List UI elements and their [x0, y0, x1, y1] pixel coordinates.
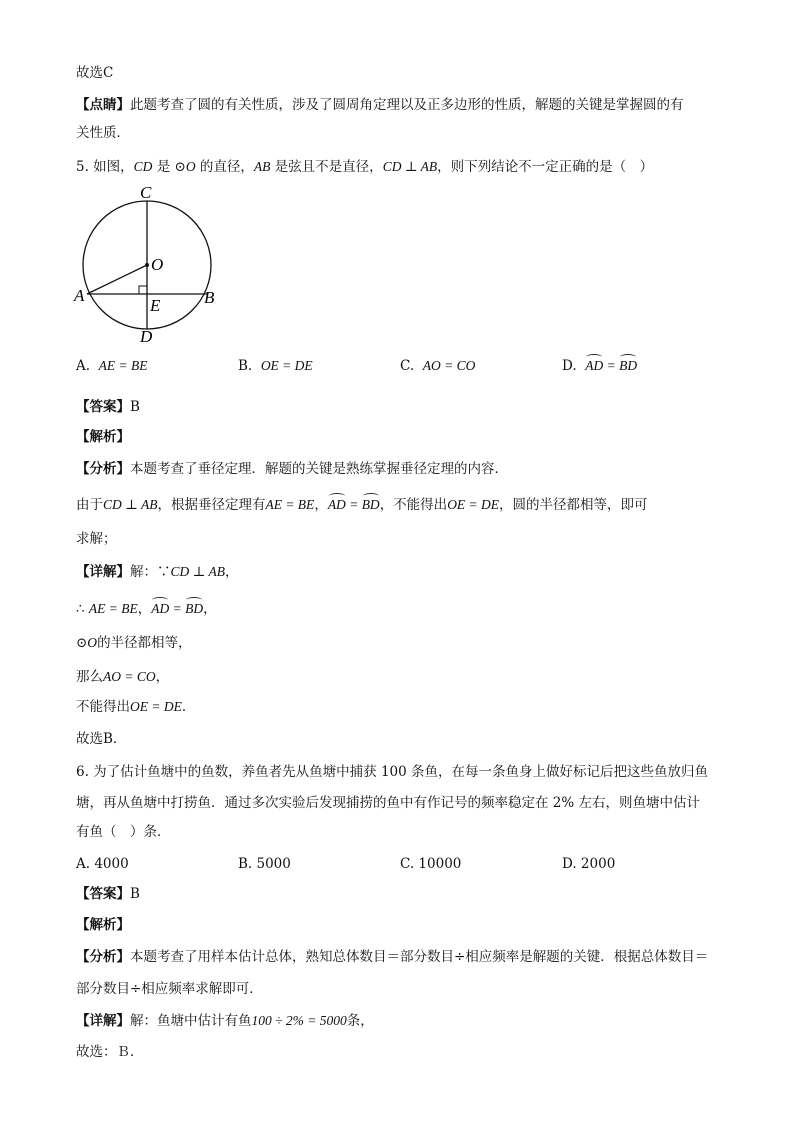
option-letter: A. — [76, 358, 91, 374]
comment-tag: 【点睛】 — [76, 97, 130, 113]
label-a: A — [74, 286, 85, 305]
analysis-tag: 【解析】 — [76, 429, 130, 445]
q5-text: 的直径， — [195, 159, 254, 175]
label-e: E — [150, 296, 161, 315]
option-letter: B. — [238, 358, 253, 374]
q5-cd: CD — [133, 159, 153, 174]
q5-text: 是 — [152, 159, 175, 175]
q5-step3 — [76, 668, 169, 686]
text: 条， — [346, 1013, 374, 1029]
radius-oa — [87, 265, 147, 294]
q5-fenxi — [76, 460, 508, 478]
q5-detail — [76, 563, 238, 581]
q5-step2 — [76, 634, 192, 652]
q5-option-b — [238, 357, 313, 375]
answer-tag: 【答案】 — [76, 399, 130, 415]
text: 那么 — [76, 669, 103, 685]
q5-ab: AB — [253, 159, 271, 174]
q6-stem-line1: 6. 为了估计鱼塘中的鱼数，养鱼者先从鱼塘中捕获 100 条鱼，在每一条鱼身上做好标记后把这些鱼放归鱼 — [76, 764, 709, 780]
math: AO = CO — [103, 669, 156, 684]
option-eq: = — [603, 358, 620, 373]
text: 的半径都相等， — [97, 635, 192, 651]
q5-number: 5. 如图， — [76, 159, 134, 175]
q5-step4 — [76, 698, 195, 716]
math: CD ⊥ AB — [170, 564, 225, 579]
text: ，圆的半径都相等，即可 — [499, 497, 648, 513]
because-symbol: ∵ — [157, 564, 171, 580]
arc-bd: BD — [619, 358, 638, 373]
math: = — [169, 601, 186, 616]
arc-ad: AD — [151, 601, 170, 616]
center-point — [145, 263, 149, 267]
label-d: D — [140, 327, 153, 346]
text: ， — [203, 601, 217, 617]
q6-stem-line3: 有鱼（ ）条． — [76, 824, 171, 840]
q6-fenxi-line2: 部分数目÷相应频率求解即可． — [76, 981, 263, 997]
q5-answer — [76, 398, 140, 416]
q6-option-c: C. 10000 — [400, 856, 462, 872]
q6-analysis-tag — [76, 916, 130, 934]
prev-comment-cont: 关性质． — [76, 125, 130, 141]
fenxi-tag: 【分析】 — [76, 461, 130, 477]
q5-final: 故选B． — [76, 731, 127, 747]
option-expr: OE = DE — [260, 358, 313, 373]
detail-tag: 【详解】 — [76, 1013, 130, 1029]
q5-perp: CD ⊥ AB — [382, 159, 438, 174]
detail-tag: 【详解】 — [76, 564, 130, 580]
answer-value: B — [130, 399, 140, 415]
q5-stem — [76, 158, 653, 176]
q6-option-b: B. 5000 — [238, 856, 291, 872]
q5-analysis-tag — [76, 428, 130, 446]
label-b: B — [204, 288, 215, 307]
q5-step1 — [76, 600, 217, 618]
label-c: C — [140, 183, 152, 202]
q6-stem-line2: 塘，再从鱼塘中打捞鱼．通过多次实验后发现捕捞的鱼中有作记号的频率稳定在 2% 左右，则鱼塘中估计 — [76, 795, 700, 811]
q5-option-d — [562, 357, 637, 375]
text: ， — [224, 564, 239, 580]
label-o: O — [151, 255, 164, 274]
text: 由于 — [76, 497, 103, 513]
q6-fenxi — [76, 948, 708, 966]
text: 解： — [130, 564, 157, 580]
option-letter: C. — [400, 358, 415, 374]
arc-ad: AD — [585, 358, 604, 373]
option-letter: D. — [562, 358, 577, 374]
arc-bd: BD — [361, 497, 380, 512]
analysis-tag: 【解析】 — [76, 917, 130, 933]
q5-text: 是弦且不是直径， — [270, 159, 383, 175]
text: ， — [137, 601, 152, 617]
answer-value: B — [130, 886, 140, 902]
q5-text: ，则下列结论不一定正确的是（ ） — [437, 159, 654, 175]
text: ，根据垂径定理有 — [157, 497, 266, 513]
text: 解：鱼塘中估计有鱼 — [130, 1013, 252, 1029]
q5-reason-line2: 求解； — [76, 531, 117, 547]
answer-tag: 【答案】 — [76, 886, 130, 902]
math: AE = BE — [88, 601, 138, 616]
comment-text: 此题考查了圆的有关性质，涉及了圆周角定理以及正多边形的性质，解题的关键是掌握圆的有 — [130, 97, 684, 113]
text: ． — [181, 699, 196, 715]
math: = — [345, 497, 362, 512]
q6-option-a: A. 4000 — [76, 856, 129, 872]
text: 不能得出 — [76, 699, 130, 715]
fenxi-tag: 【分析】 — [76, 949, 130, 965]
math: CD ⊥ AB — [103, 497, 158, 512]
math: OE = DE — [130, 699, 182, 714]
arc-ad: AD — [327, 497, 346, 512]
prev-comment — [76, 96, 684, 114]
text: ，不能得出 — [379, 497, 448, 513]
q5-option-c — [400, 357, 475, 375]
fenxi-text: 本题考查了用样本估计总体，熟知总体数目＝部分数目÷相应频率是解题的关键．根据总体数目＝ — [130, 949, 709, 965]
q5-option-a — [76, 357, 148, 375]
q6-option-d: D. 2000 — [562, 856, 616, 872]
q5-reason-line1 — [76, 496, 648, 514]
text: ， — [314, 497, 328, 513]
q6-detail — [76, 1012, 374, 1030]
math: OE = DE — [447, 497, 500, 512]
q5-circle-symbol: ⊙O — [174, 159, 196, 174]
text: ， — [155, 669, 170, 685]
circle-symbol: ⊙O — [76, 635, 98, 650]
q6-final: 故选：Ｂ． — [76, 1044, 144, 1060]
fenxi-text: 本题考查了垂径定理．解题的关键是熟练掌握垂径定理的内容． — [130, 461, 508, 477]
option-expr: AO = CO — [422, 358, 476, 373]
arc-bd: BD — [185, 601, 204, 616]
math: AE = BE — [265, 497, 315, 512]
option-expr: AE = BE — [98, 358, 148, 373]
q5-circle-figure — [70, 182, 230, 348]
math: 100 ÷ 2% = 5000 — [251, 1013, 347, 1028]
therefore-symbol: ∴ — [76, 601, 89, 617]
right-angle-mark — [139, 286, 147, 294]
q6-answer — [76, 885, 140, 903]
prev-answer-line: 故选C — [76, 65, 114, 81]
